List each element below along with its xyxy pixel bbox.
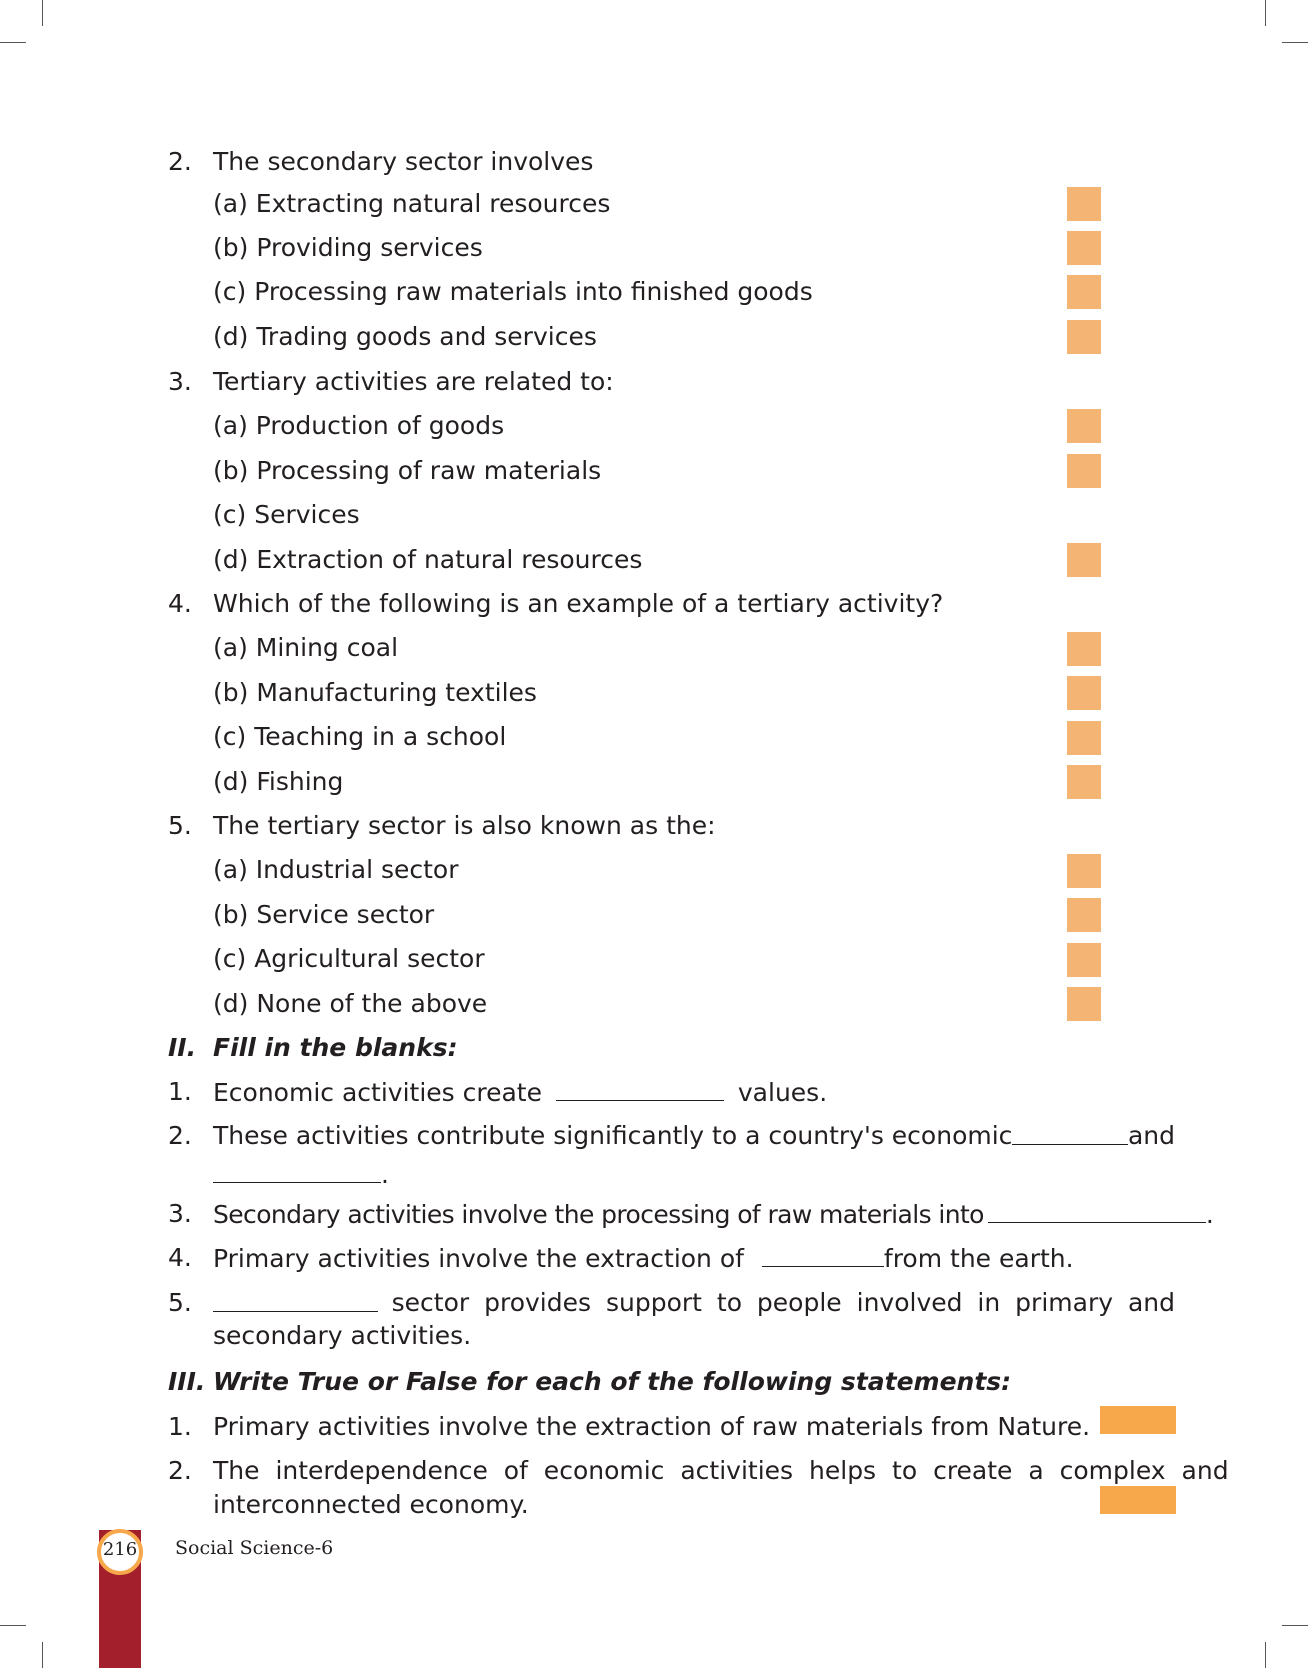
option: (b) Manufacturing textiles — [213, 678, 537, 707]
crop-mark — [0, 1625, 26, 1626]
answer-box[interactable] — [1067, 943, 1101, 977]
item-number: 3. — [168, 1199, 192, 1228]
statement-text: Primary activities involve the extraction of raw materials from Nature. — [213, 1412, 1091, 1441]
answer-box[interactable] — [1067, 187, 1101, 221]
option: (c) Services — [213, 500, 360, 529]
option: (a) Mining coal — [213, 633, 399, 662]
true-false-answer-box[interactable] — [1100, 1406, 1176, 1434]
option: (c) Processing raw materials into finished goods — [213, 277, 813, 306]
answer-box[interactable] — [1067, 231, 1101, 265]
item-number: 1. — [168, 1077, 192, 1106]
option: (c) Agricultural sector — [213, 944, 485, 973]
question-number: 3. — [168, 367, 192, 396]
question-number: 4. — [168, 589, 192, 618]
option: (b) Providing services — [213, 233, 483, 262]
option: (b) Processing of raw materials — [213, 456, 602, 485]
section-heading-fill-blanks — [168, 1032, 458, 1064]
item-number: 2. — [168, 1121, 192, 1150]
text-before: Primary activities involve the extraction of — [213, 1244, 744, 1273]
section-title: Fill in the blanks: — [213, 1033, 458, 1062]
book-title: Social Science-6 — [175, 1537, 334, 1559]
answer-box[interactable] — [1067, 543, 1101, 577]
answer-box[interactable] — [1067, 721, 1101, 755]
item-text — [213, 1198, 1213, 1231]
section-heading-true-false — [168, 1366, 1012, 1398]
item-number: 2. — [168, 1456, 192, 1485]
text-before: Secondary activities involve the processing of raw materials into — [213, 1200, 984, 1229]
section-number: II. — [168, 1033, 197, 1062]
crop-mark — [1265, 0, 1266, 26]
text-before: Economic activities create — [213, 1078, 542, 1107]
crop-mark — [1282, 42, 1308, 43]
answer-box[interactable] — [1067, 854, 1101, 888]
item-text — [213, 1242, 1074, 1275]
blank[interactable] — [556, 1076, 724, 1101]
item-number: 5. — [168, 1288, 192, 1317]
blank[interactable] — [988, 1198, 1206, 1223]
fill-blank-2-cont — [213, 1158, 389, 1191]
item-text — [213, 1076, 827, 1109]
item-text — [213, 1120, 1175, 1152]
item-number: 1. — [168, 1412, 192, 1441]
blank[interactable] — [213, 1287, 378, 1312]
true-false-2-cont: interconnected economy. — [213, 1490, 529, 1519]
text-after: sector provides support to people involved in primary and — [391, 1288, 1175, 1317]
text-before: These activities contribute significantly to a country's economic — [213, 1121, 1013, 1150]
option: (a) Industrial sector — [213, 855, 459, 884]
option: (d) Extraction of natural resources — [213, 545, 643, 574]
crop-mark — [1282, 1625, 1308, 1626]
item-text — [213, 1287, 1175, 1319]
blank[interactable] — [762, 1242, 884, 1267]
crop-mark — [1265, 1642, 1266, 1668]
text-after: and — [1127, 1121, 1175, 1150]
text-after: . — [1205, 1200, 1214, 1229]
crop-mark — [0, 42, 26, 43]
page-number: 216 — [102, 1539, 138, 1560]
text-end: . — [381, 1160, 389, 1189]
answer-box[interactable] — [1067, 987, 1101, 1021]
crop-mark — [42, 1642, 43, 1668]
question-text: Which of the following is an example of a tertiary activity? — [213, 589, 944, 618]
option: (d) None of the above — [213, 989, 488, 1018]
statement-text: The interdependence of economic activities helps to create a complex and — [213, 1456, 1229, 1485]
answer-box[interactable] — [1067, 898, 1101, 932]
question-text: Tertiary activities are related to: — [213, 367, 614, 396]
answer-box[interactable] — [1067, 676, 1101, 710]
option: (b) Service sector — [213, 900, 435, 929]
option: (c) Teaching in a school — [213, 722, 507, 751]
option: (a) Extracting natural resources — [213, 189, 611, 218]
answer-box[interactable] — [1067, 454, 1101, 488]
blank[interactable] — [213, 1158, 381, 1183]
answer-box[interactable] — [1067, 632, 1101, 666]
text-after: from the earth. — [883, 1244, 1074, 1273]
answer-box[interactable] — [1067, 765, 1101, 799]
fill-blank-5-cont: secondary activities. — [213, 1321, 472, 1350]
question-number: 5. — [168, 811, 192, 840]
item-number: 4. — [168, 1243, 192, 1272]
question-text: The tertiary sector is also known as the: — [213, 811, 716, 840]
answer-box[interactable] — [1067, 409, 1101, 443]
question-number: 2. — [168, 147, 192, 176]
answer-box[interactable] — [1067, 320, 1101, 354]
section-number: III. — [168, 1367, 206, 1396]
true-false-answer-box[interactable] — [1100, 1486, 1176, 1514]
answer-box[interactable] — [1067, 275, 1101, 309]
blank[interactable] — [1012, 1120, 1128, 1145]
section-title: Write True or False for each of the following statements: — [213, 1367, 1012, 1396]
question-text: The secondary sector involves — [213, 147, 594, 176]
crop-mark — [42, 0, 43, 26]
option: (d) Trading goods and services — [213, 322, 597, 351]
option: (a) Production of goods — [213, 411, 505, 440]
text-after: values. — [737, 1078, 828, 1107]
option: (d) Fishing — [213, 767, 344, 796]
